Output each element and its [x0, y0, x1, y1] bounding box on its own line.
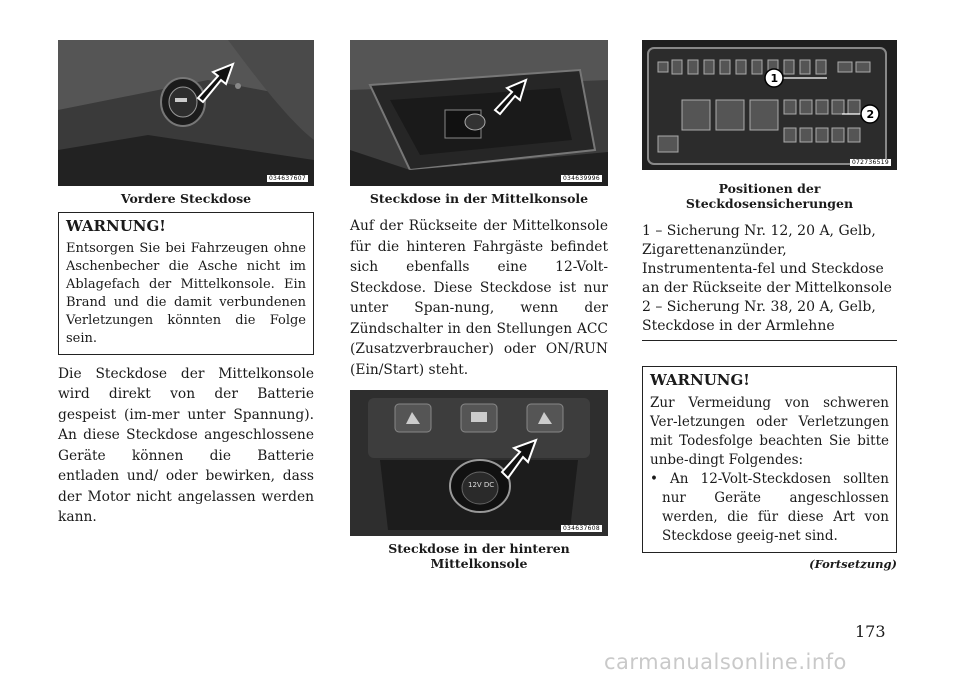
column-left — [58, 40, 314, 528]
console-socket-illustration — [350, 40, 608, 186]
page-number: 173 — [855, 622, 886, 641]
column-right — [642, 40, 897, 571]
rear-socket-caption — [350, 541, 608, 571]
rear-console-socket-photo — [350, 390, 608, 536]
battery-paragraph: Die Steckdose der Mittelkonsole wird direkt von der Batterie gespeist (im-mer unter Spannung). An diese Steckdose angeschlossene Geräte können die Batterie entladen und/ oder bewirken, dass der Motor nicht angelassen werden kann. — [58, 365, 314, 525]
caption-line: Steckdose in der hinteren — [388, 541, 570, 556]
warning-title: WARNUNG! — [650, 371, 750, 389]
caption-line: Steckdosensicherungen — [685, 196, 854, 211]
caption-line: Positionen der — [718, 181, 821, 196]
column-middle — [350, 40, 608, 571]
warning-box-sockets — [642, 366, 897, 553]
callout-1: 1 — [770, 72, 779, 85]
photo-code: 034637608 — [562, 525, 600, 532]
photo-code: 072736519 — [851, 159, 889, 166]
warning-text-content: Entsorgen Sie bei Fahrzeugen ohne Aschenbecher die Asche nicht im Ablagefach der Mittelkonsole. Ein Brand und die damit verbundenen Verletzungen könnten die Folge sein. — [66, 240, 306, 346]
fuse-positions-caption — [642, 181, 897, 211]
continued-label: (Fortsetzung) — [809, 556, 897, 571]
socket-label: 12V DC — [468, 481, 495, 489]
warning-text — [66, 240, 306, 348]
front-socket-caption: Vordere Steckdose — [120, 191, 252, 206]
warning-text: Zur Vermeidung von schweren Ver-letzungen oder Verletzungen mit Todesfolge beachten Sie bitte unbe-dingt Folgendes: — [650, 394, 889, 468]
console-socket-photo — [350, 40, 608, 186]
warning-title: WARNUNG! — [66, 217, 166, 235]
photo-code: 034637607 — [268, 175, 306, 182]
rear-console-socket-illustration — [350, 390, 608, 536]
console-socket-caption: Steckdose in der Mittelkonsole — [369, 191, 589, 206]
section-divider — [642, 340, 897, 341]
fuse-item-1: 1 – Sicherung Nr. 12, 20 A, Gelb, Zigarettenanzünder, Instrumententa-fel und Steckdose an der Rückseite der Mittelkonsole — [642, 223, 892, 296]
front-socket-illustration — [58, 40, 314, 186]
fuse-box-photo — [642, 40, 897, 170]
warning-bullet: • An 12-Volt-Steckdosen sollten nur Geräte angeschlossen werden, die für diese Art von Steckdose geeig-net sind. — [650, 470, 889, 544]
warning-box-ashtray — [58, 212, 314, 355]
caption-line: Mittelkonsole — [430, 556, 528, 571]
rear-socket-paragraph: Auf der Rückseite der Mittelkonsole für die hinteren Fahrgäste befindet sich ebenfalls eine 12-Volt-Steckdose. Diese Steckdose ist nur unter Span-nung, wenn der Zündschalter in den Stellungen ACC (Zusatzverbraucher) oder ON/RUN (Ein/Start) steht. — [350, 218, 608, 378]
watermark: carmanualsonline.info — [604, 650, 847, 674]
front-socket-photo — [58, 40, 314, 186]
fuse-item-2: 2 – Sicherung Nr. 38, 20 A, Gelb, Steckdose in der Armlehne — [642, 299, 876, 334]
photo-code: 034639996 — [562, 175, 600, 182]
callout-2: 2 — [866, 108, 875, 121]
fuse-box-diagram — [642, 40, 897, 170]
